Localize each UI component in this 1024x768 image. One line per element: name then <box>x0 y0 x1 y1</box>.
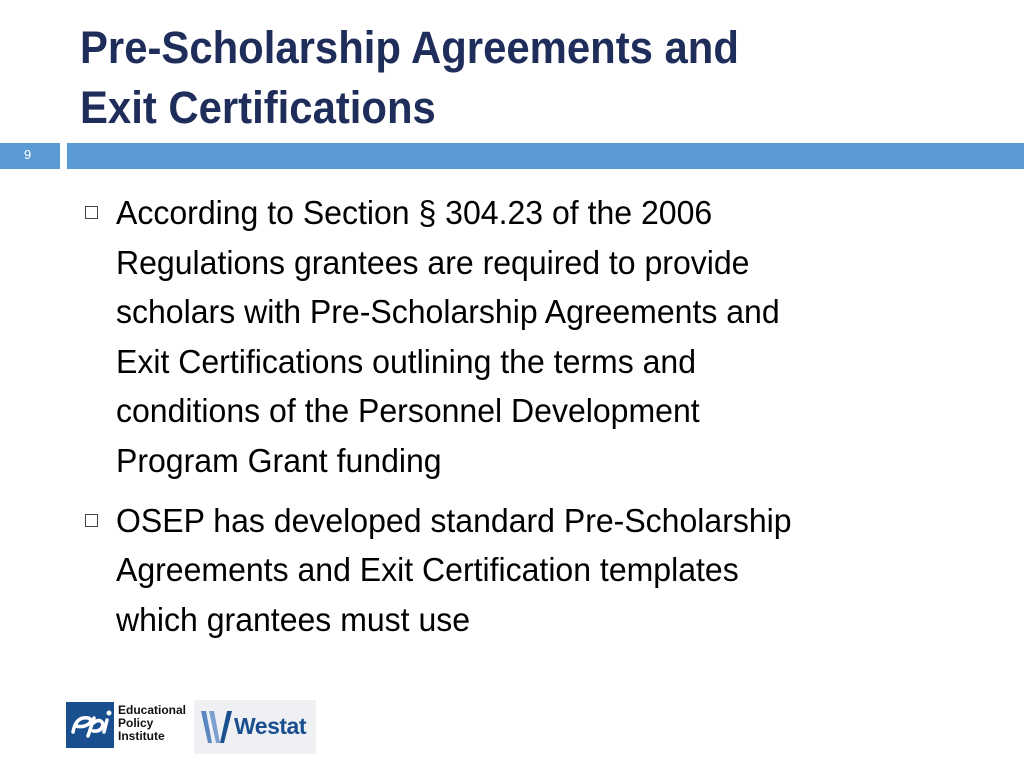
bullet-list <box>78 188 978 654</box>
bullet-line: Regulations grantees are required to provide <box>116 243 750 281</box>
slide-title-line-1: Pre-Scholarship Agreements and <box>80 22 739 73</box>
epi-logo-mark-icon <box>66 702 114 748</box>
westat-logo-text: Westat <box>234 713 306 739</box>
epi-logo <box>62 698 196 754</box>
bullet-item <box>78 188 978 486</box>
bullet-line: According to Section § 304.23 of the 2006 <box>116 194 713 231</box>
westat-w-mark-icon <box>200 708 234 746</box>
bullet-line: Program Grant funding <box>116 441 442 479</box>
epi-logo-line: Policy <box>118 716 154 730</box>
slide-number: 9 <box>0 143 60 169</box>
westat-logo <box>194 700 316 754</box>
bullet-line: OSEP has developed standard Pre-Scholarship <box>116 501 792 539</box>
bullet-line: which grantees must use <box>116 600 471 638</box>
slide-title <box>80 18 917 138</box>
title-rule-bar <box>67 143 1024 169</box>
epi-logo-line: Institute <box>118 729 165 743</box>
bullet-text <box>116 496 941 645</box>
bullet-line: Agreements and Exit Certification templates <box>116 551 739 589</box>
footer-logos <box>62 698 316 754</box>
bullet-line: conditions of the Personnel Development <box>116 392 700 430</box>
hollow-square-bullet-icon <box>85 514 98 527</box>
bullet-item <box>78 496 978 645</box>
epi-logo-text <box>118 704 198 743</box>
bullet-line: Exit Certifications outlining the terms and <box>116 342 697 380</box>
bullet-line: scholars with Pre-Scholarship Agreements and <box>116 293 780 331</box>
slide-title-line-2: Exit Certifications <box>80 82 436 133</box>
epi-logo-line: Educational <box>118 703 187 717</box>
hollow-square-bullet-icon <box>85 206 98 219</box>
bullet-text <box>116 188 941 486</box>
